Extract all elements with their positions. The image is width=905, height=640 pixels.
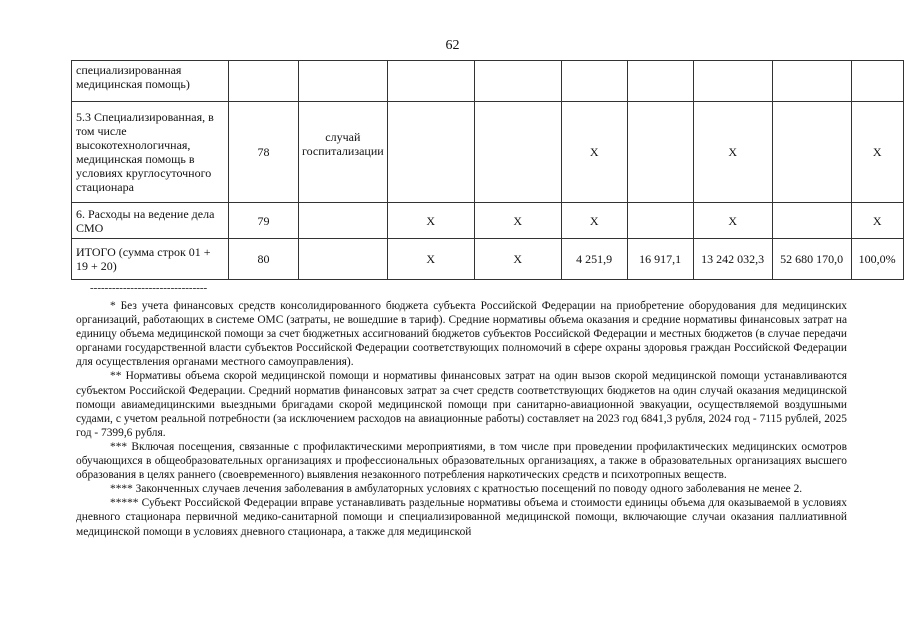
footnote: * Без учета финансовых средств консолидированного бюджета субъекта Российской Федерации на приобретение оборудования для медицинских организаций, работающих в системе ОМС (затраты, не вошедшие в тариф). Средние нормативы объема оказания и средние нормативы финансовых затрат на единицу объема медицинской помощи за счет бюджетных ассигнований бюджетов субъектов Российской Федерации и местных бюджетов (в случае передачи органами государственной власти субъектов Российской Федерации соответствующих полномочий в сфере охраны здоровья граждан Российской Федерации для осуществления органами местного самоуправления). <box>76 300 847 369</box>
row-name-cell: специализированная медицинская помощь) <box>72 61 229 102</box>
value-cell: 4 251,9 <box>561 239 627 280</box>
value-cell: X <box>693 102 772 203</box>
medical-care-table <box>71 60 904 280</box>
row-code-cell: 80 <box>229 239 299 280</box>
table-row <box>72 203 904 239</box>
unit-cell <box>299 239 388 280</box>
value-cell <box>474 102 561 203</box>
footnote: **** Законченных случаев лечения заболевания в амбулаторных условиях с кратностью посещений по поводу одного заболевания не менее 2. <box>110 483 803 496</box>
value-cell <box>693 61 772 102</box>
value-cell: X <box>474 239 561 280</box>
value-cell <box>474 61 561 102</box>
value-cell: 16 917,1 <box>627 239 693 280</box>
value-cell: X <box>474 203 561 239</box>
value-cell: 100,0% <box>851 239 903 280</box>
footnote: ***** Субъект Российской Федерации вправе устанавливать раздельные нормативы объема и стоимости единицы объема для оказываемой в условиях дневного стационара первичной медико-санитарной помощи и специализированной медицинской помощи, включающие случаи оказания паллиативной медицинской помощи в условиях дневного стационара, а также для медицинской <box>76 497 847 538</box>
value-cell <box>387 102 474 203</box>
footnotes <box>76 299 847 539</box>
value-cell: X <box>387 239 474 280</box>
footnote: ** Нормативы объема скорой медицинской помощи и нормативы финансовых затрат на один вызов скорой медицинской помощи устанавливаются субъектом Российской Федерации. Средний норматив финансовых затрат за счет средств соответствующих бюджетов на один случай оказания медицинской помощи авиамедицинскими выездными бригадами скорой медицинской помощи при санитарно-авиационной эвакуации, осуществляемой воздушными судами, с учетом реальной потребности (за исключением расходов на авиационные работы) составляет на 2023 год 6841,3 рубля, 2024 год - 7115 рублей, 2025 год - 7399,6 рубля. <box>76 370 847 439</box>
table-row <box>72 61 904 102</box>
value-cell: 52 680 170,0 <box>772 239 851 280</box>
page-number: 62 <box>445 38 460 53</box>
value-cell <box>772 203 851 239</box>
value-cell: X <box>561 102 627 203</box>
value-cell: X <box>693 203 772 239</box>
row-name-cell: 6. Расходы на ведение дела СМО <box>72 203 229 239</box>
row-name-cell: ИТОГО (сумма строк 01 + 19 + 20) <box>72 239 229 280</box>
value-cell <box>772 61 851 102</box>
value-cell <box>627 203 693 239</box>
table-row <box>72 239 904 280</box>
value-cell <box>387 61 474 102</box>
unit-cell <box>299 203 388 239</box>
value-cell: X <box>851 203 903 239</box>
unit-cell <box>299 61 388 102</box>
value-cell <box>561 61 627 102</box>
value-cell: X <box>387 203 474 239</box>
value-cell <box>627 102 693 203</box>
row-name-cell: 5.3 Специализированная, в том числе высокотехнологичная, медицинская помощь в условиях круглосуточного стационара <box>72 102 229 203</box>
value-cell: 13 242 032,3 <box>693 239 772 280</box>
value-cell: X <box>851 102 903 203</box>
value-cell <box>627 61 693 102</box>
row-code-cell: 78 <box>229 102 299 203</box>
footnote: *** Включая посещения, связанные с профилактическими мероприятиями, в том числе при проведении профилактических медицинских осмотров обучающихся в общеобразовательных организациях и профессиональных образовательных организациях, а также в образовательных организациях высшего образования в целях раннего (своевременного) выявления незаконного потребления наркотических средств и психотропных веществ. <box>76 440 847 482</box>
value-cell <box>772 102 851 203</box>
footnote-separator: -------------------------------- <box>90 282 208 294</box>
row-code-cell <box>229 61 299 102</box>
value-cell: X <box>561 203 627 239</box>
table-row <box>72 102 904 203</box>
unit-cell: случай госпитализации <box>299 102 388 203</box>
value-cell <box>851 61 903 102</box>
row-code-cell: 79 <box>229 203 299 239</box>
